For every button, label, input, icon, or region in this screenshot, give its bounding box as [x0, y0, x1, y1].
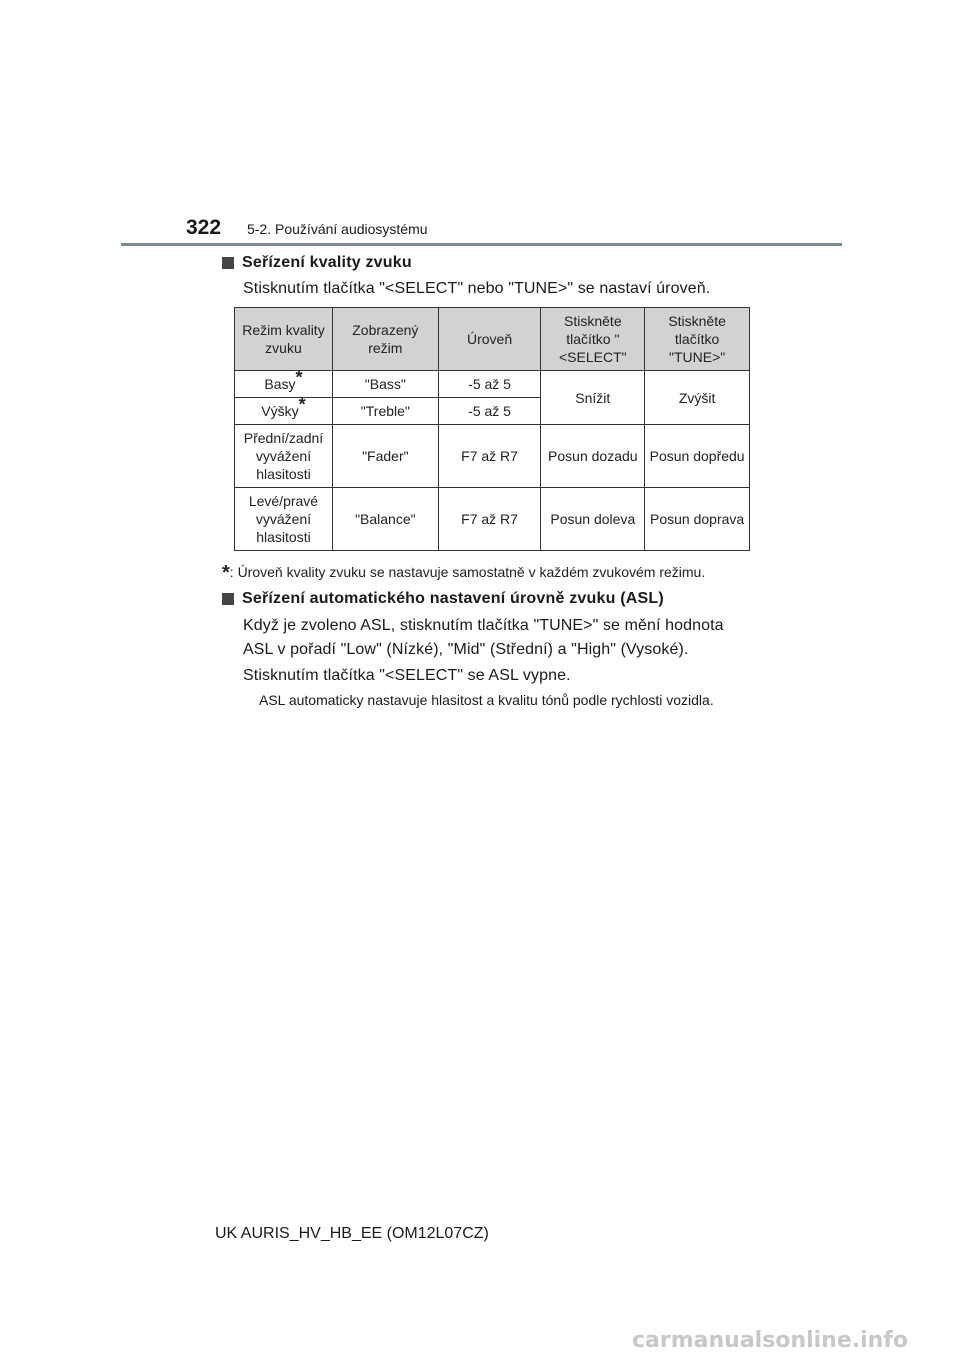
footnote-marker: * [295, 367, 303, 388]
asl-note: ASL automaticky nastavuje hlasitost a kvalitu tónů podle rychlosti vozidla. [259, 692, 714, 708]
display-cell: "Fader" [332, 425, 438, 488]
level-cell: -5 až 5 [438, 371, 541, 398]
footnote-text: : Úroveň kvality zvuku se nastavuje samostatně v každém zvukovém režimu. [229, 564, 706, 580]
watermark: carmanualsonline.info [632, 1328, 908, 1353]
asl-paragraph-1: Když je zvoleno ASL, stisknutím tlačítka "TUNE>" se mění hodnota ASL v pořadí "Low" (Nízké), "Mid" (Střední) a "High" (Vysoké). [243, 617, 724, 658]
display-cell: "Bass" [332, 371, 438, 398]
sound-quality-heading: Seřízení kvality zvuku [242, 254, 412, 271]
document-code: UK AURIS_HV_HB_EE (OM12L07CZ) [215, 1225, 489, 1242]
level-cell: F7 až R7 [438, 425, 541, 488]
header-rule [121, 243, 842, 246]
select-action-cell: Posun doleva [541, 488, 645, 551]
mode-cell: Přední/zadní vyvážení hlasitosti [235, 425, 333, 488]
level-cell: F7 až R7 [438, 488, 541, 551]
table-row [235, 371, 750, 398]
tune-action-cell: Posun dopředu [645, 425, 750, 488]
tune-action-cell: Posun doprava [645, 488, 750, 551]
select-action-cell: Posun dozadu [541, 425, 645, 488]
bullet-square-icon [222, 257, 234, 269]
level-cell: -5 až 5 [438, 398, 541, 425]
bullet-square-icon [222, 593, 234, 605]
sound-quality-instruction: Stisknutím tlačítka "<SELECT" nebo "TUNE>" se nastaví úroveň. [243, 280, 711, 297]
sound-quality-heading-row [222, 254, 412, 272]
select-action-cell: Snížit [541, 371, 645, 425]
table-header-cell: Stiskněte tlačítko "<SELECT" [541, 308, 645, 371]
footnote-marker: * [298, 394, 306, 415]
table-header-row [235, 308, 750, 371]
asl-heading-row [222, 590, 664, 608]
display-cell: "Treble" [332, 398, 438, 425]
asl-paragraph-2: Stisknutím tlačítka "<SELECT" se ASL vypne. [243, 667, 571, 684]
table-footnote [222, 562, 705, 585]
table-header-cell: Režim kvality zvuku [235, 308, 333, 371]
mode-cell: Basy* [235, 371, 333, 398]
table-header-cell: Zobrazený režim [332, 308, 438, 371]
page-number: 322 [186, 216, 222, 239]
sound-settings-table [234, 307, 750, 551]
asl-heading: Seřízení automatického nastavení úrovně zvuku (ASL) [242, 590, 664, 607]
table-header-cell: Úroveň [438, 308, 541, 371]
tune-action-cell: Zvýšit [645, 371, 750, 425]
section-title: 5-2. Používání audiosystému [247, 221, 428, 237]
table-header-cell: Stiskněte tlačítko "TUNE>" [645, 308, 750, 371]
display-cell: "Balance" [332, 488, 438, 551]
mode-cell: Výšky* [235, 398, 333, 425]
table-row [235, 425, 750, 488]
mode-cell: Levé/pravé vyvážení hlasitosti [235, 488, 333, 551]
footnote-marker: * [222, 562, 230, 584]
table-row [235, 488, 750, 551]
